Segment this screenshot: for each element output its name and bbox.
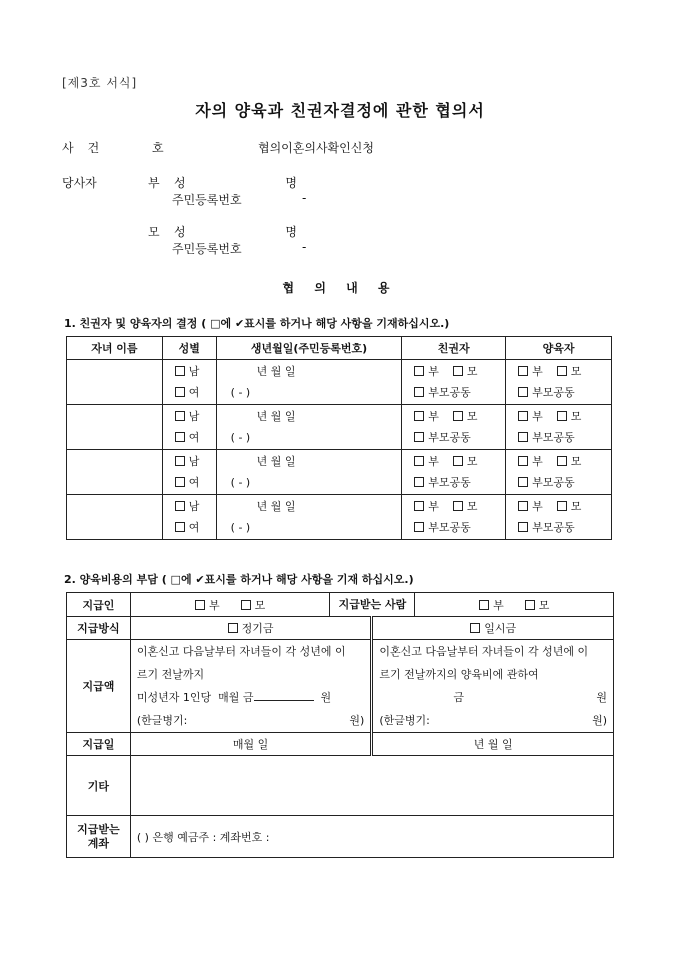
payee-options: 부 모: [415, 597, 613, 613]
custodian-joint-checkbox[interactable]: [414, 477, 424, 487]
custodian-mother-checkbox[interactable]: [453, 501, 463, 511]
date-label: 지급일: [67, 733, 131, 756]
table-row: [67, 450, 612, 495]
birthdate-cell[interactable]: 년 월 일 ( - ): [216, 450, 402, 495]
other-label: 기타: [67, 756, 131, 816]
caregiver-mother-checkbox[interactable]: [557, 366, 567, 376]
periodic-checkbox[interactable]: [228, 623, 238, 633]
lump-date-cell[interactable]: 년 월 일: [372, 733, 614, 756]
caregiver-cell: 부 모 부모공동: [506, 495, 612, 540]
lump-amount-cell[interactable]: 이혼신고 다음날부터 자녀들이 각 성년에 이 르기 전날까지의 양육비에 관하여 금 원 (한글병기: 원): [372, 640, 614, 733]
payer-row: [67, 593, 614, 617]
other-row: [67, 756, 614, 816]
caregiver-mother-checkbox[interactable]: [557, 501, 567, 511]
custody-question: 1. 친권자 및 양육자의 결정 ( □에 ✔표시를 하거나 해당 사항을 기재하십시오.): [64, 317, 450, 330]
date-row: [67, 733, 614, 756]
custodian-joint-checkbox[interactable]: [414, 387, 424, 397]
custodian-joint-checkbox[interactable]: [414, 522, 424, 532]
birthdate-cell[interactable]: 년 월 일 ( - ): [216, 495, 402, 540]
payee-cell: [330, 593, 614, 617]
gender-cell: 남 여: [162, 450, 216, 495]
gender-cell: 남 여: [162, 360, 216, 405]
mother-reg-label: 주민등록번호: [172, 242, 242, 256]
custodian-cell: 부 모 부모공동: [402, 450, 506, 495]
caregiver-cell: 부 모 부모공동: [506, 450, 612, 495]
custodian-mother-checkbox[interactable]: [453, 411, 463, 421]
custodian-mother-checkbox[interactable]: [453, 456, 463, 466]
custody-table: [66, 336, 612, 540]
father-label: 부: [148, 176, 160, 190]
custodian-father-checkbox[interactable]: [414, 501, 424, 511]
caregiver-father-checkbox[interactable]: [518, 411, 528, 421]
custodian-cell: 부 모 부모공동: [402, 360, 506, 405]
custodian-cell: 부 모 부모공동: [402, 405, 506, 450]
periodic-amount-cell[interactable]: 이혼신고 다음날부터 자녀들이 각 성년에 이 르기 전날까지 미성년자 1인당 매월 금 원 (한글병기: 원): [130, 640, 371, 733]
custodian-father-checkbox[interactable]: [414, 411, 424, 421]
female-checkbox[interactable]: [175, 387, 185, 397]
male-checkbox[interactable]: [175, 411, 185, 421]
method-row: [67, 617, 614, 640]
account-cell[interactable]: ( ) 은행 예금주 : 계좌번호 :: [130, 816, 613, 858]
child-name-cell[interactable]: [67, 405, 163, 450]
custody-header-row: [67, 337, 612, 360]
header-caregiver: 양육자: [506, 337, 612, 360]
table-row: [67, 405, 612, 450]
document-title: 자의 양육과 친권자결정에 관한 협의서: [195, 101, 485, 120]
case-label: 사건: [62, 141, 114, 155]
caregiver-father-checkbox[interactable]: [518, 366, 528, 376]
payer-label: 지급인: [67, 593, 131, 617]
female-checkbox[interactable]: [175, 477, 185, 487]
custodian-cell: 부 모 부모공동: [402, 495, 506, 540]
birthdate-cell[interactable]: 년 월 일 ( - ): [216, 405, 402, 450]
support-table: [66, 592, 614, 858]
payer-mother-checkbox[interactable]: [241, 600, 251, 610]
case-value: 협의이혼의사확인신청: [258, 141, 374, 155]
header-birthdate: 생년월일(주민등록번호): [216, 337, 402, 360]
lump-option: 일시금: [372, 617, 614, 640]
table-row: [67, 360, 612, 405]
party-label: 당사자: [62, 176, 97, 190]
table-row: [67, 495, 612, 540]
payer-options: 부 모: [130, 593, 330, 617]
lump-checkbox[interactable]: [470, 623, 480, 633]
section-title: 협 의 내 용: [282, 281, 398, 295]
caregiver-father-checkbox[interactable]: [518, 456, 528, 466]
father-name-label: 성 명: [174, 176, 345, 190]
periodic-option: 정기금: [130, 617, 371, 640]
caregiver-father-checkbox[interactable]: [518, 501, 528, 511]
child-name-cell[interactable]: [67, 360, 163, 405]
male-checkbox[interactable]: [175, 501, 185, 511]
caregiver-joint-checkbox[interactable]: [518, 387, 528, 397]
caregiver-mother-checkbox[interactable]: [557, 411, 567, 421]
payee-label: 지급받는 사람: [330, 593, 415, 616]
form-number: [제3호 서식]: [62, 76, 138, 90]
mother-label: 모: [148, 225, 160, 239]
payer-father-checkbox[interactable]: [195, 600, 205, 610]
header-child-name: 자녀 이름: [67, 337, 163, 360]
male-checkbox[interactable]: [175, 456, 185, 466]
custodian-joint-checkbox[interactable]: [414, 432, 424, 442]
caregiver-joint-checkbox[interactable]: [518, 432, 528, 442]
child-name-cell[interactable]: [67, 495, 163, 540]
male-checkbox[interactable]: [175, 366, 185, 376]
caregiver-cell: 부 모 부모공동: [506, 405, 612, 450]
caregiver-mother-checkbox[interactable]: [557, 456, 567, 466]
gender-cell: 남 여: [162, 495, 216, 540]
periodic-date-cell[interactable]: 매월 일: [130, 733, 371, 756]
female-checkbox[interactable]: [175, 522, 185, 532]
caregiver-joint-checkbox[interactable]: [518, 477, 528, 487]
gender-cell: 남 여: [162, 405, 216, 450]
header-custodian: 친권자: [402, 337, 506, 360]
custodian-mother-checkbox[interactable]: [453, 366, 463, 376]
header-gender: 성별: [162, 337, 216, 360]
female-checkbox[interactable]: [175, 432, 185, 442]
method-label: 지급방식: [67, 617, 131, 640]
payee-mother-checkbox[interactable]: [525, 600, 535, 610]
custodian-father-checkbox[interactable]: [414, 456, 424, 466]
birthdate-cell[interactable]: 년 월 일 ( - ): [216, 360, 402, 405]
other-cell[interactable]: [130, 756, 613, 816]
amount-row: [67, 640, 614, 733]
mother-reg-dash: -: [302, 240, 307, 254]
account-label: 지급받는 계좌: [67, 816, 131, 858]
payee-father-checkbox[interactable]: [479, 600, 489, 610]
caregiver-cell: 부 모 부모공동: [506, 360, 612, 405]
caregiver-joint-checkbox[interactable]: [518, 522, 528, 532]
custodian-father-checkbox[interactable]: [414, 366, 424, 376]
account-row: [67, 816, 614, 858]
father-reg-dash: -: [302, 191, 307, 205]
amount-label: 지급액: [67, 640, 131, 733]
mother-name-label: 성 명: [174, 225, 345, 239]
child-name-cell[interactable]: [67, 450, 163, 495]
case-number-suffix: 호: [152, 141, 164, 155]
support-question: 2. 양육비용의 부담 ( □에 ✔표시를 하거나 해당 사항을 기재 하십시오.): [64, 573, 414, 586]
father-reg-label: 주민등록번호: [172, 193, 242, 207]
